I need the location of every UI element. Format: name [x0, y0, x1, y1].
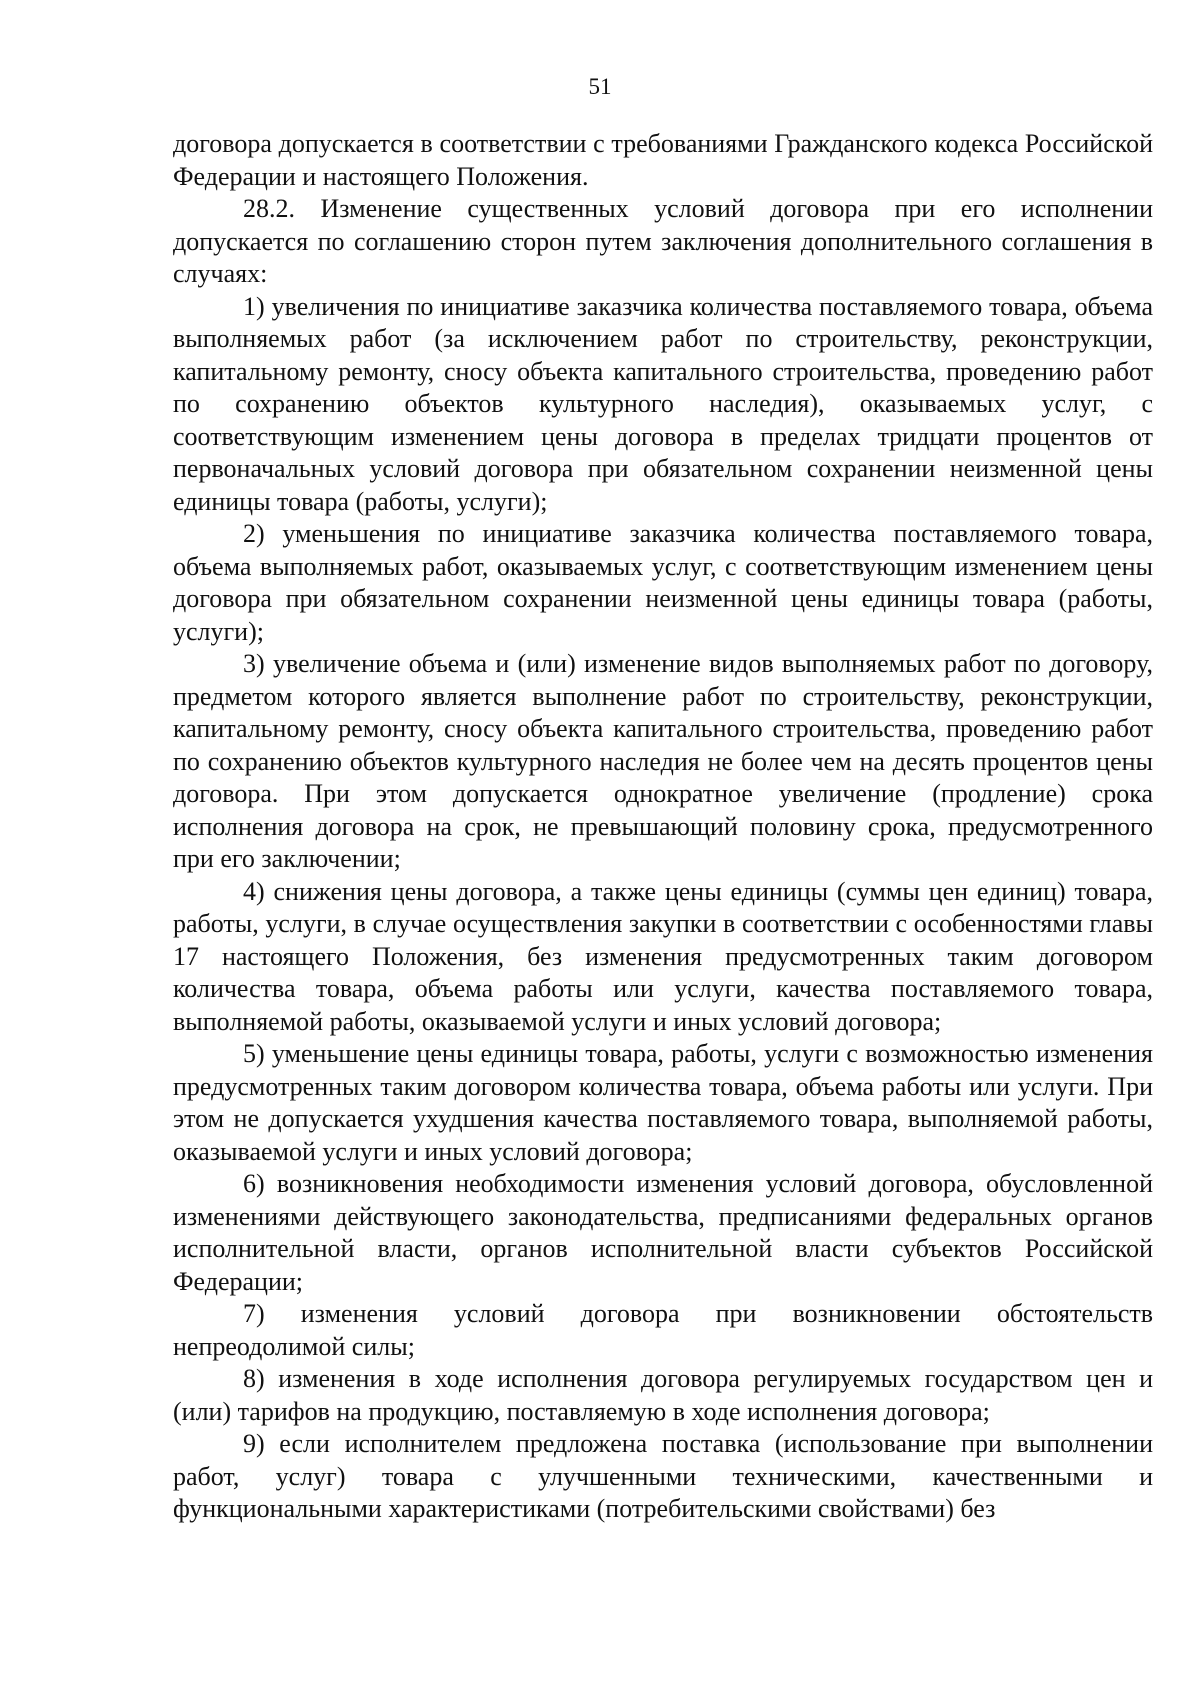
- list-item-3: 3) увеличение объема и (или) изменение видов выполняемых работ по договору, предметом которого является выполнение работ по строительству, реконструкции, капитальному ремонту, сносу объекта капитального строительства, проведению работ по сохранению объектов культурного наследия не более чем на десять процентов цены договора. При этом допускается однократное увеличение (продление) срока исполнения договора на срок, не превышающий половину срока, предусмотренного при его заключении;: [173, 649, 1153, 873]
- paragraph-section-28-2: 28.2. Изменение существенных условий договора при его исполнении допускается по соглашению сторон путем заключения дополнительного соглашения в случаях:: [173, 194, 1153, 288]
- list-item-9: 9) если исполнителем предложена поставка (использование при выполнении работ, услуг) товара с улучшенными техническими, качественными и функциональными характеристиками (потребительскими свойствами) без: [173, 1429, 1153, 1523]
- list-item-8: 8) изменения в ходе исполнения договора регулируемых государством цен и (или) тарифов на продукцию, поставляемую в ходе исполнения договора;: [173, 1364, 1153, 1426]
- list-item-5: 5) уменьшение цены единицы товара, работы, услуги с возможностью изменения предусмотренных таким договором количества товара, объема работы или услуги. При этом не допускается ухудшения качества поставляемого товара, выполняемой работы, оказываемой услуги и иных условий договора;: [173, 1039, 1153, 1166]
- list-item-1: 1) увеличения по инициативе заказчика количества поставляемого товара, объема выполняемых работ (за исключением работ по строительству, реконструкции, капитальному ремонту, сносу объекта капитального строительства, проведению работ по сохранению объектов культурного наследия), оказываемых услуг, с соответствующим изменением цены договора в пределах тридцати процентов от первоначальных условий договора при обязательном сохранении неизменной цены единицы товара (работы, услуги);: [173, 291, 1153, 516]
- list-item-6: 6) возникновения необходимости изменения условий договора, обусловленной изменениями действующего законодательства, предписаниями федеральных органов исполнительной власти, органов исполнительной власти субъектов Российской Федерации;: [173, 1169, 1153, 1296]
- page-number: 51: [588, 74, 612, 99]
- paragraph-continuation: договора допускается в соответствии с требованиями Гражданского кодекса Российской Федерации и настоящего Положения.: [173, 129, 1153, 191]
- document-body: [173, 128, 1153, 1526]
- list-item-7: 7) изменения условий договора при возникновении обстоятельств непреодолимой силы;: [173, 1299, 1153, 1361]
- list-item-2: 2) уменьшения по инициативе заказчика количества поставляемого товара, объема выполняемых работ, оказываемых услуг, с соответствующим изменением цены договора при обязательном сохранении неизменной цены единицы товара (работы, услуги);: [173, 519, 1153, 646]
- list-item-4: 4) снижения цены договора, а также цены единицы (суммы цен единиц) товара, работы, услуги, в случае осуществления закупки в соответствии с особенностями главы 17 настоящего Положения, без изменения предусмотренных таким договором количества товара, объема работы или услуги, качества поставляемого товара, выполняемой работы, оказываемой услуги и иных условий договора;: [173, 876, 1153, 1036]
